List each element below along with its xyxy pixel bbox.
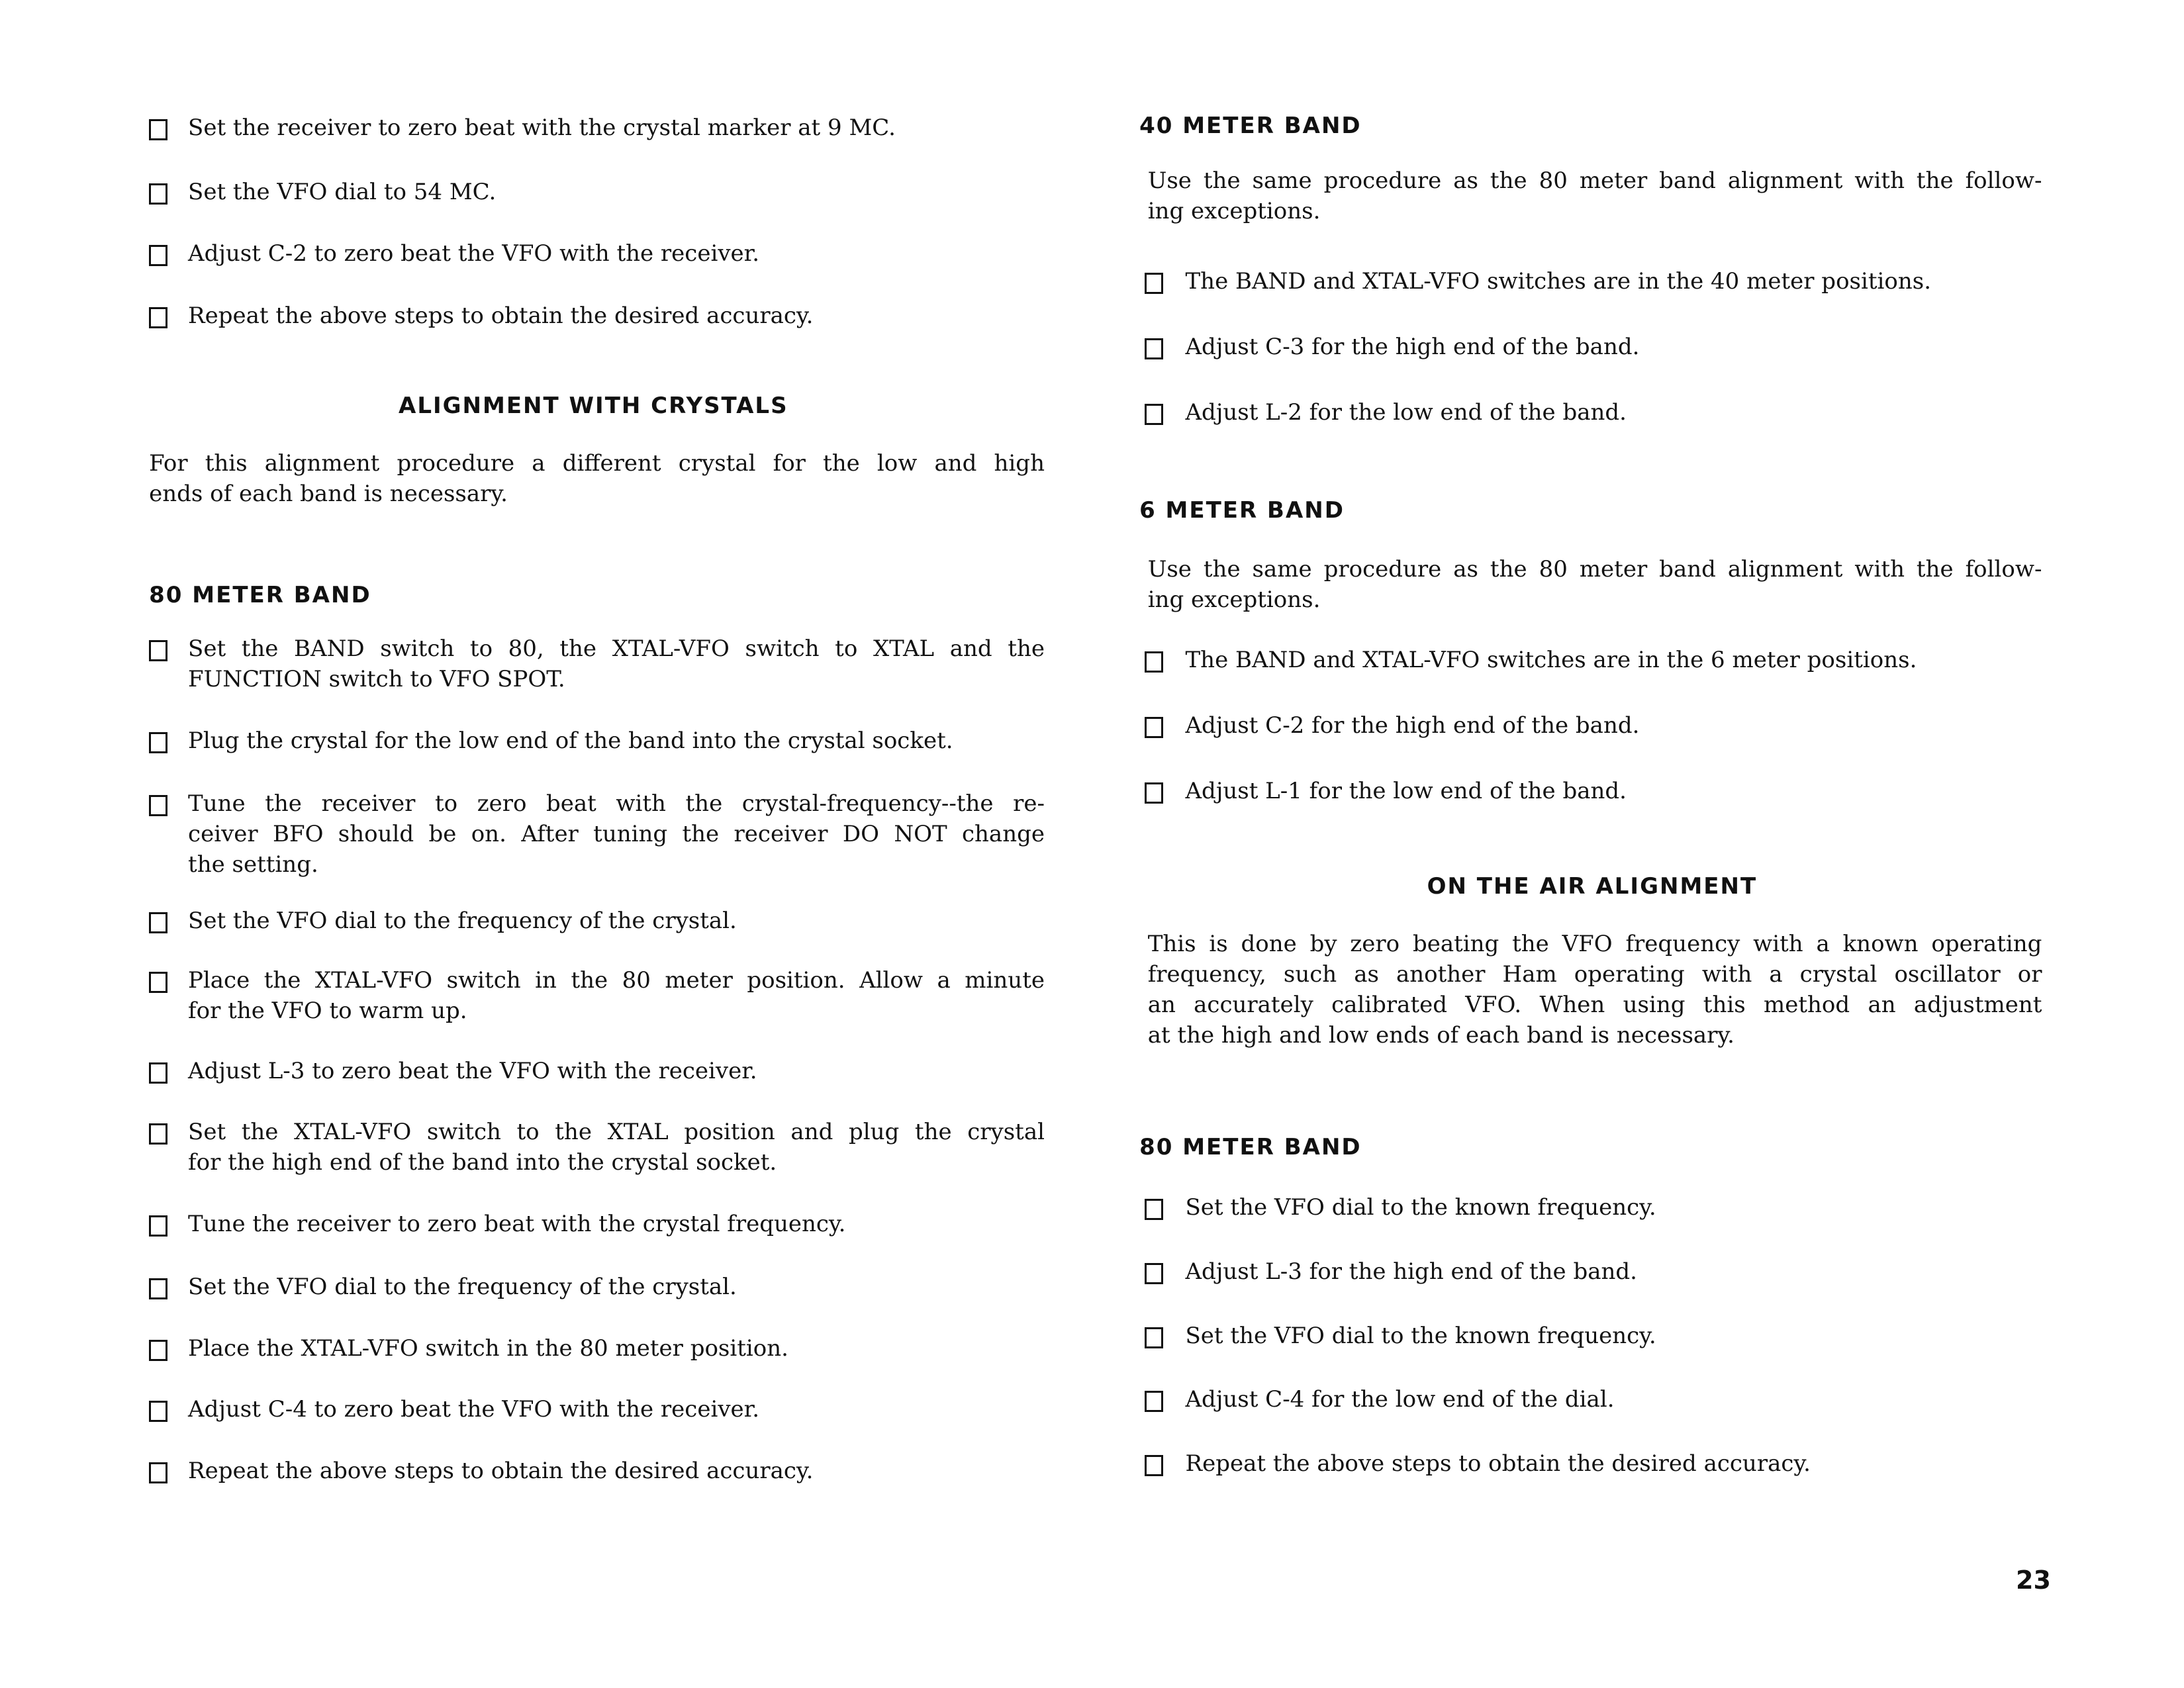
checklist-item-text: Adjust C-4 to zero beat the VFO with the receiver. [188, 1396, 759, 1423]
paragraph [149, 448, 1045, 509]
checkbox[interactable] [1145, 404, 1163, 425]
checklist-item-text: Place the XTAL-VFO switch in the 80 meter position. [188, 1335, 788, 1362]
checkbox[interactable] [149, 245, 167, 266]
checkbox[interactable] [149, 972, 167, 993]
checklist-item [188, 1056, 1045, 1086]
checkbox[interactable] [149, 1401, 167, 1422]
paragraph [1148, 554, 2042, 615]
checkbox[interactable] [1145, 717, 1163, 738]
checklist-item-text: Place the XTAL-VFO switch in the 80 meter position. Allow a minute [188, 967, 1045, 994]
checkbox[interactable] [149, 640, 167, 661]
checklist-item [188, 1394, 1045, 1425]
checklist-item [1186, 776, 2042, 806]
checklist-item [188, 113, 1045, 143]
checklist-item [1186, 397, 2042, 428]
checklist-item-text: Set the VFO dial to the frequency of the crystal. [188, 1273, 737, 1300]
checklist-item-text: Adjust C-2 for the high end of the band. [1185, 712, 1640, 739]
checklist-item-text: Set the VFO dial to the known frequency. [1185, 1322, 1656, 1349]
section-heading-80-meter-band: 80 METER BAND [149, 582, 371, 609]
paragraph-line: This is done by zero beating the VFO frequency with a known operating [1147, 931, 2042, 958]
section-heading-on-the-air-alignment: ON THE AIR ALIGNMENT [1427, 873, 1758, 900]
paragraph [1148, 165, 2042, 226]
checklist-item [1186, 710, 2042, 741]
paragraph-line: Use the same procedure as the 80 meter band alignment with the follow- [1147, 556, 2042, 583]
checkbox[interactable] [1145, 1199, 1163, 1220]
checklist-item-text: Adjust C-4 for the low end of the dial. [1185, 1386, 1615, 1413]
checklist-item-text: Repeat the above steps to obtain the desired accuracy. [1185, 1450, 1811, 1477]
checklist-item [188, 1456, 1045, 1486]
checkbox[interactable] [149, 1278, 167, 1299]
checklist-item [188, 301, 1045, 331]
section-heading-6-meter-band: 6 METER BAND [1139, 497, 1345, 524]
checklist-item-text: Set the BAND switch to 80, the XTAL-VFO switch to XTAL and the [188, 635, 1045, 663]
checklist-item [1186, 645, 2042, 675]
checkbox[interactable] [1145, 1391, 1163, 1412]
paragraph-line: ing exceptions. [1147, 586, 1321, 614]
checklist-item [1186, 1321, 2042, 1351]
section-heading-alignment-with-crystals: ALIGNMENT WITH CRYSTALS [399, 393, 788, 420]
checklist-item-text: The BAND and XTAL-VFO switches are in the 6 meter positions. [1185, 647, 1917, 674]
paragraph-line: at the high and low ends of each band is necessary. [1147, 1022, 1734, 1049]
checklist-item [188, 965, 1045, 1026]
checklist-item-text: FUNCTION switch to VFO SPOT. [188, 666, 565, 693]
checklist-item [1186, 1256, 2042, 1287]
checklist-item-text: Plug the crystal for the low end of the band into the crystal socket. [188, 727, 953, 755]
checkbox[interactable] [149, 732, 167, 753]
checklist-item-text: the setting. [188, 851, 318, 878]
checklist-item-text: Set the VFO dial to the known frequency. [1185, 1194, 1656, 1221]
checkbox[interactable] [1145, 273, 1163, 294]
checkbox[interactable] [1145, 1263, 1163, 1284]
checklist-item-text: Set the XTAL-VFO switch to the XTAL position and plug the crystal [188, 1119, 1045, 1146]
checkbox[interactable] [1145, 782, 1163, 804]
paragraph [1148, 929, 2042, 1051]
checklist-item-text: for the VFO to warm up. [188, 998, 467, 1025]
checklist-item [188, 906, 1045, 936]
checkbox[interactable] [149, 795, 167, 816]
checklist-item [1186, 1192, 2042, 1223]
checklist-item-text: Set the VFO dial to the frequency of the crystal. [188, 907, 737, 934]
checklist-item [188, 1272, 1045, 1302]
checklist-item-text: Adjust L-3 for the high end of the band. [1185, 1258, 1637, 1285]
checklist-item-text: Adjust C-2 to zero beat the VFO with the receiver. [188, 240, 759, 267]
checklist-item-text: The BAND and XTAL-VFO switches are in the 40 meter positions. [1185, 267, 1932, 295]
checklist-item [1186, 266, 2042, 297]
checklist-item [188, 1333, 1045, 1364]
checklist-item [188, 1117, 1045, 1178]
checklist-item-text: Repeat the above steps to obtain the desired accuracy. [188, 303, 814, 330]
checkbox[interactable] [149, 1340, 167, 1361]
paragraph-line: Use the same procedure as the 80 meter band alignment with the follow- [1147, 167, 2042, 195]
checklist-item-text: Adjust L-1 for the low end of the band. [1185, 777, 1627, 804]
checklist-item-text: Adjust C-3 for the high end of the band. [1185, 333, 1640, 360]
checklist-item-text: Set the receiver to zero beat with the crystal marker at 9 MC. [188, 115, 896, 142]
checklist-item-text: Adjust L-2 for the low end of the band. [1185, 399, 1627, 426]
checklist-item-text: ceiver BFO should be on. After tuning the receiver DO NOT change [188, 820, 1045, 847]
paragraph-line: ends of each band is necessary. [149, 481, 508, 508]
checkbox[interactable] [149, 1123, 167, 1145]
checkbox[interactable] [1145, 1455, 1163, 1476]
paragraph-line: For this alignment procedure a different crystal for the low and high [149, 450, 1045, 477]
checkbox[interactable] [1145, 338, 1163, 359]
checklist-item [188, 788, 1045, 880]
paragraph-line: frequency, such as another Ham operating with a crystal oscillator or [1147, 961, 2042, 988]
checklist-item [188, 726, 1045, 756]
checklist-item-text: for the high end of the band into the crystal socket. [188, 1149, 777, 1176]
checklist-item [188, 633, 1045, 694]
checkbox[interactable] [1145, 1327, 1163, 1348]
paragraph-line: an accurately calibrated VFO. When using this method an adjustment [1147, 992, 2042, 1019]
checklist-item-text: Adjust L-3 to zero beat the VFO with the receiver. [188, 1057, 757, 1084]
checklist-item-text: Set the VFO dial to 54 MC. [188, 179, 497, 206]
checkbox[interactable] [149, 183, 167, 205]
checkbox[interactable] [149, 1062, 167, 1084]
checkbox[interactable] [149, 1215, 167, 1237]
checklist-item [188, 177, 1045, 207]
section-heading-40-meter-band: 40 METER BAND [1139, 113, 1362, 140]
checklist-item-text: Repeat the above steps to obtain the desired accuracy. [188, 1457, 814, 1484]
checklist-item [1186, 1448, 2042, 1479]
checklist-item [1186, 1384, 2042, 1415]
checkbox[interactable] [1145, 651, 1163, 673]
checklist-item-text: Tune the receiver to zero beat with the crystal-frequency--the re- [188, 790, 1045, 817]
paragraph-line: ing exceptions. [1147, 198, 1321, 225]
checklist-item [1186, 332, 2042, 362]
checkbox[interactable] [149, 912, 167, 933]
checkbox[interactable] [149, 1462, 167, 1483]
checkbox[interactable] [149, 119, 167, 140]
checkbox[interactable] [149, 307, 167, 328]
checklist-item-text: Tune the receiver to zero beat with the crystal frequency. [188, 1211, 846, 1238]
page-number: 23 [2016, 1566, 2051, 1595]
checklist-item [188, 1209, 1045, 1239]
checklist-item [188, 238, 1045, 269]
section-heading-80-meter-band: 80 METER BAND [1139, 1133, 1362, 1160]
